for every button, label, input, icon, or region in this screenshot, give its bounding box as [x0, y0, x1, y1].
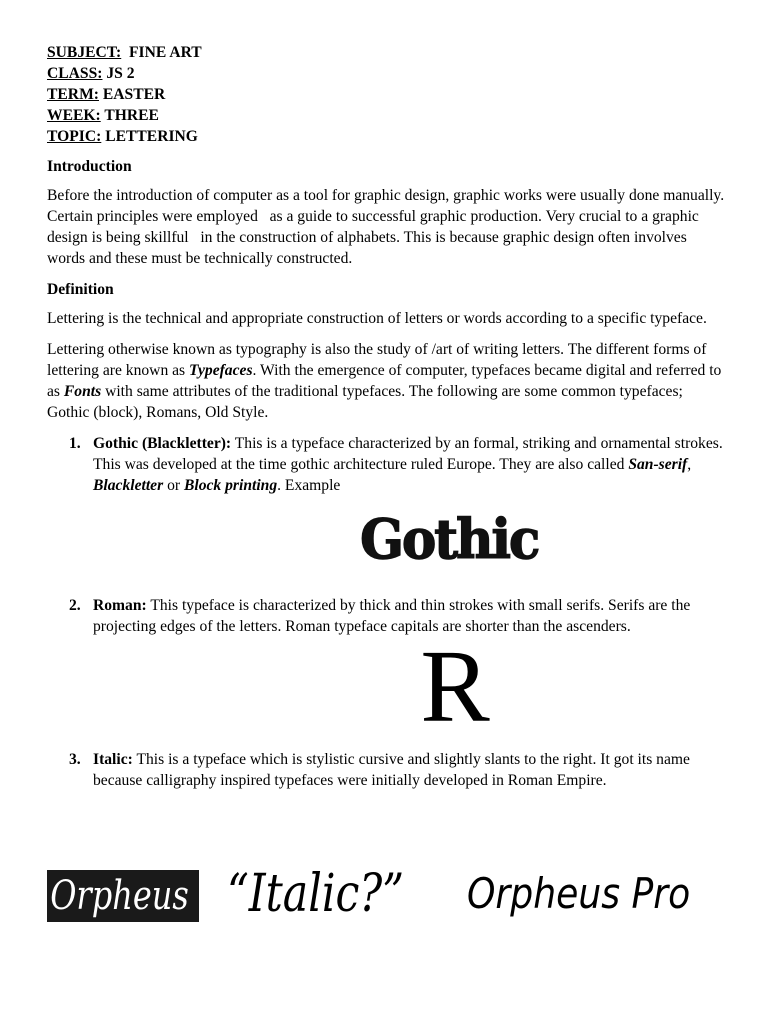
orpheus-example: Orpheus	[50, 873, 189, 919]
definition-heading: Definition	[47, 281, 114, 298]
gothic-example-image	[359, 506, 549, 576]
roman-example-image	[405, 643, 505, 729]
definition-paragraph-1: Lettering is the technical and appropriate construction of letters or words according to a specific typeface.	[47, 310, 707, 327]
italic-quote-example: “Italic?”	[227, 864, 405, 924]
list-item-gothic	[47, 433, 727, 595]
document-page	[47, 42, 727, 791]
topic-key: TOPIC:	[47, 128, 102, 145]
italic-term: Italic:	[93, 751, 133, 768]
topic-value: LETTERING	[101, 128, 198, 145]
introduction-heading: Introduction	[47, 158, 132, 175]
topic-line	[47, 126, 727, 147]
blackletter-term: Blackletter	[93, 477, 164, 494]
class-line	[47, 63, 727, 84]
san-serif-term: San-serif	[628, 456, 688, 473]
block-printing-term: Block printing	[183, 477, 278, 494]
italic-examples	[47, 866, 727, 928]
week-value: THREE	[100, 107, 159, 124]
orpheus-pro-example: Orpheus Pro	[467, 869, 691, 918]
subject-key: SUBJECT:	[47, 44, 122, 61]
typefaces-term: Typefaces	[189, 362, 253, 379]
gothic-example-word: Gothic	[360, 508, 539, 572]
text-run: This is a typeface characterized by an formal, striking and ornamental strokes. This was developed at the time gothic architecture ruled Europe. They are also called	[93, 435, 723, 473]
text-run: . Example	[277, 477, 341, 494]
week-key: WEEK:	[47, 107, 101, 124]
term-key: TERM:	[47, 86, 99, 103]
text-run: Lettering otherwise known as typography is also the study of /art of writing letters. The different forms of lettering are known as	[47, 341, 707, 379]
term-line	[47, 84, 727, 105]
text-run: ,	[687, 456, 692, 473]
list-number: 1.	[69, 435, 81, 452]
fonts-term: Fonts	[63, 383, 102, 400]
text-run: . With the emergence of computer, typefaces became digital and referred to as	[47, 362, 722, 400]
term-value: EASTER	[98, 86, 166, 103]
text-run: with same attributes of the traditional typefaces. The following are some common typefaces; Gothic (block), Romans, Old Style.	[47, 383, 683, 421]
subject-value: FINE ART	[121, 44, 202, 61]
list-number: 3.	[69, 751, 81, 768]
list-number: 2.	[69, 597, 81, 614]
week-line	[47, 105, 727, 126]
text-run: or	[163, 477, 184, 494]
gothic-term: Gothic (Blackletter):	[93, 435, 232, 452]
roman-term: Roman:	[93, 597, 147, 614]
class-value: JS 2	[102, 65, 135, 82]
introduction-paragraph: Before the introduction of computer as a tool for graphic design, graphic works were usually done manually. Certain principles were employed as a guide to successful graphic production. Very crucial to a graphic design is being skillful in the construction of alphabets. This is because graphic design often involves words and these must be technically constructed.	[47, 187, 729, 267]
class-key: CLASS:	[47, 65, 103, 82]
orpheus-badge	[47, 870, 199, 922]
definition-paragraph-2	[47, 339, 727, 423]
typeface-list	[47, 433, 727, 791]
roman-example-letter: R	[420, 643, 490, 729]
lesson-header	[47, 42, 727, 147]
text-run: This typeface is characterized by thick and thin strokes with small serifs. Serifs are the projecting edges of the letters. Roman typeface capitals are shorter than the ascenders.	[93, 597, 691, 635]
subject-line	[47, 42, 727, 63]
list-item-italic	[47, 749, 727, 791]
list-item-roman	[47, 595, 727, 749]
text-run: This is a typeface which is stylistic cursive and slightly slants to the right. It got its name because calligraphy inspired typefaces were initially developed in Roman Empire.	[93, 751, 690, 789]
